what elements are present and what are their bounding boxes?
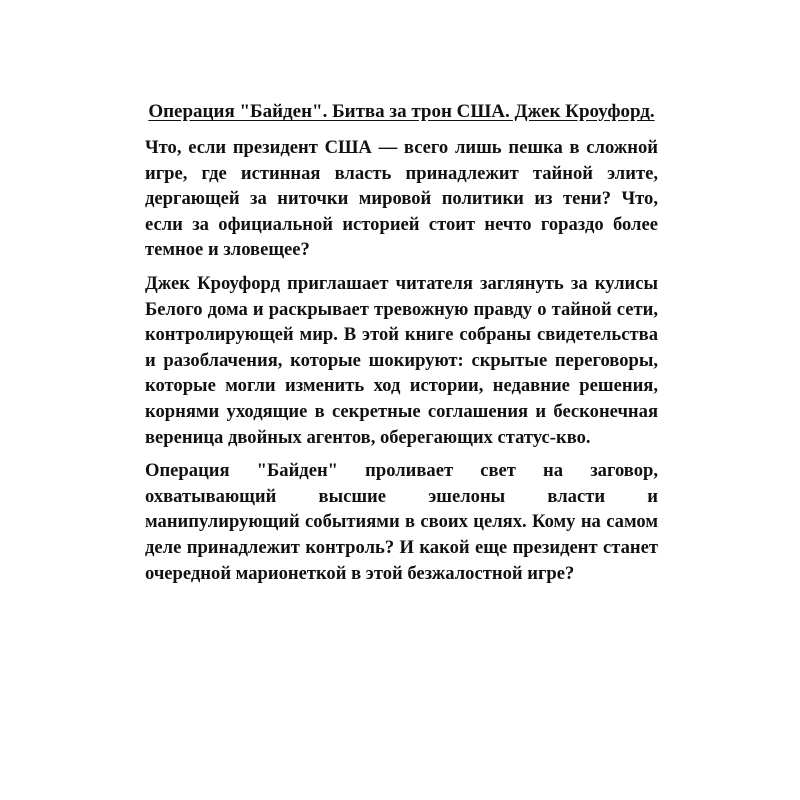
paragraph-intro: Что, если президент США — всего лишь пешка в сложной игре, где истинная власть принадлежит тайной элите, дергающей за ниточки мировой политики из тени? Что, если за официальной историей стоит нечто гораздо более темное и зловещее?: [145, 137, 658, 261]
document-title: Операция "Байден". Битва за трон США. Джек Кроуфорд.: [148, 101, 655, 122]
paragraph-conclusion: Операция "Байден" проливает свет на заговор, охватывающий высшие эшелоны власти и манипулирующий событиями в своих целях. Кому на самом деле принадлежит контроль? И какой еще президент станет очередной марионеткой в этой безжалостной игре?: [145, 460, 658, 584]
paragraph-description: Джек Кроуфорд приглашает читателя заглянуть за кулисы Белого дома и раскрывает тревожную правду о тайной сети, контролирующей мир. В этой книге собраны свидетельства и разоблачения, которые шокируют: скрытые переговоры, которые могли изменить ход истории, недавние решения, корнями уходящие в секретные соглашения и бесконечная вереница двойных агентов, оберегающих статус-кво.: [145, 272, 658, 448]
document-body: [145, 98, 658, 594]
